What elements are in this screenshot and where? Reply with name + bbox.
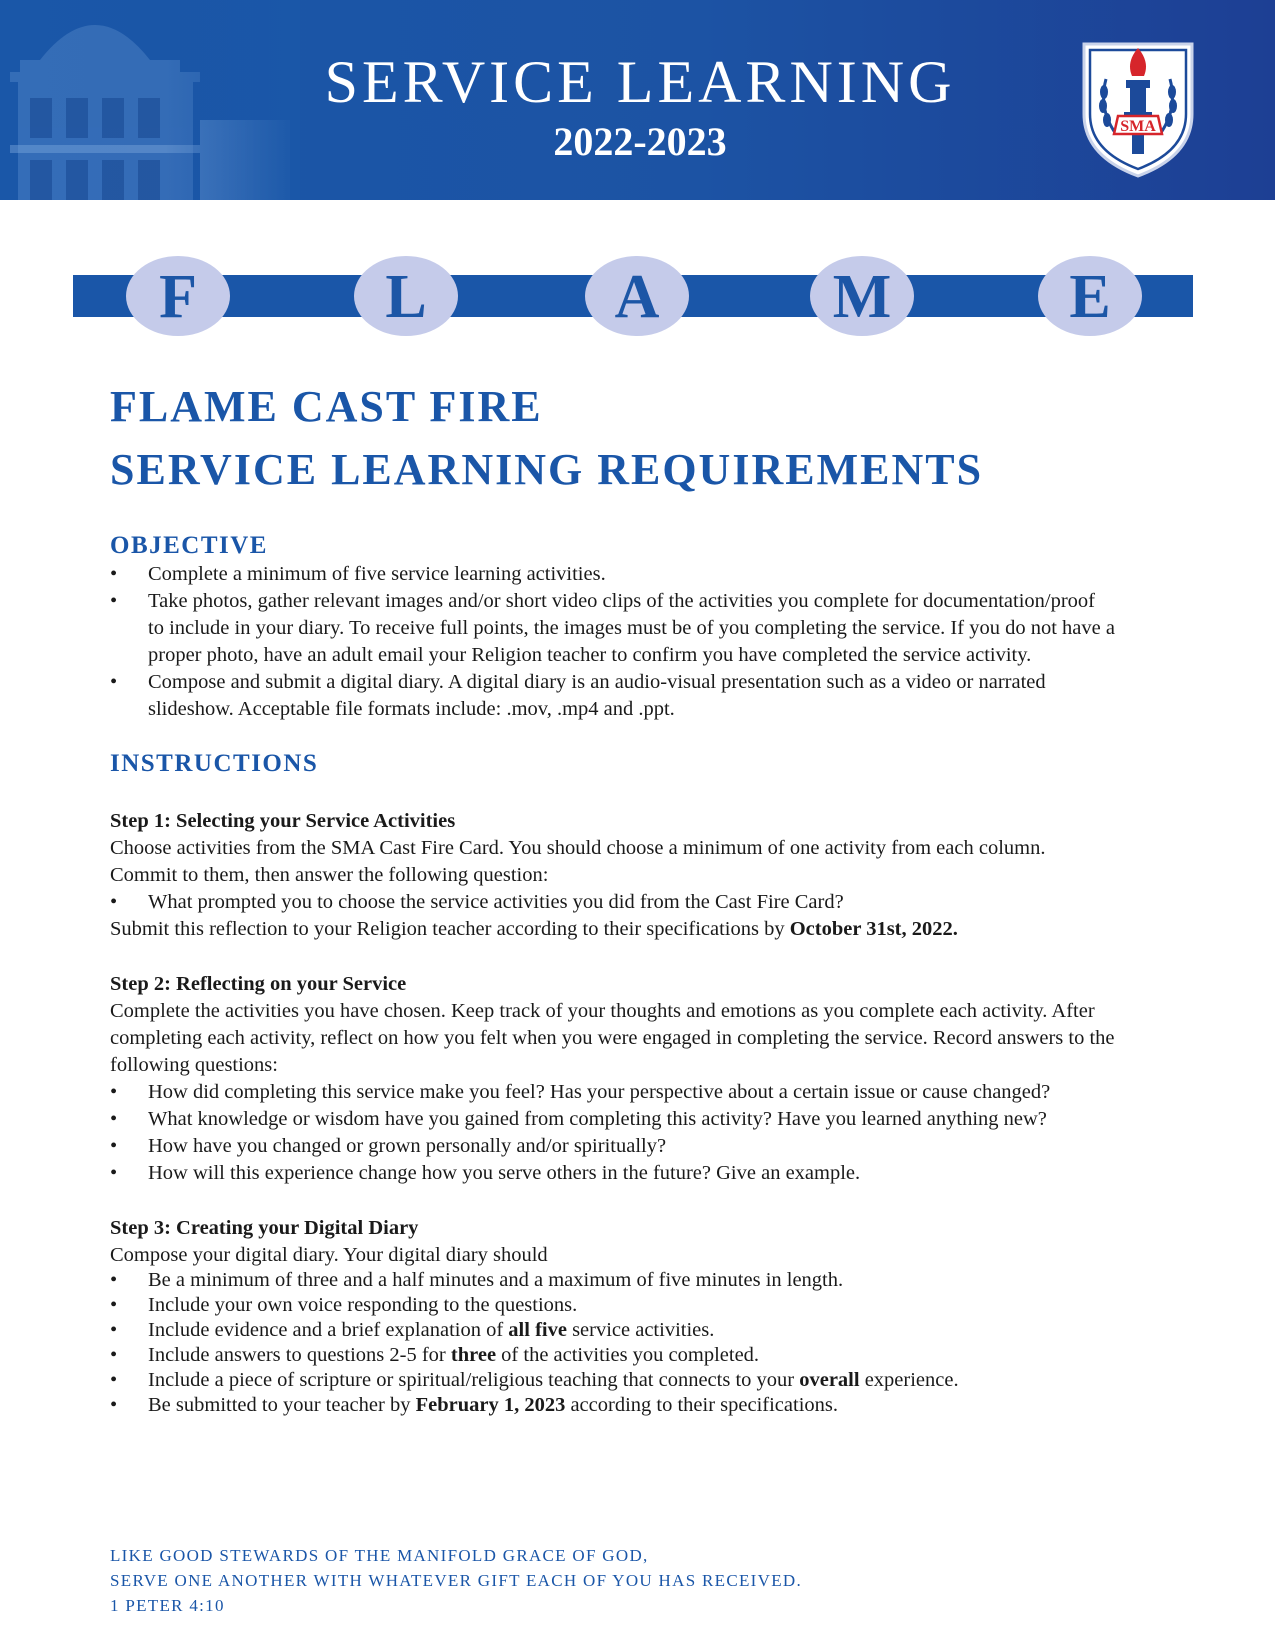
step-2-line-1: Complete the activities you have chosen. Keep track of your thoughts and emotions as you complete each activity. After	[110, 1000, 1095, 1022]
page-title-line-1: FLAME CAST FIRE	[110, 382, 543, 431]
step-3-bullet-4	[110, 1342, 1190, 1369]
sma-crest-logo	[1078, 34, 1198, 180]
step-2-bullet-4: • How will this experience change how you serve others in the future? Give an example.	[110, 1160, 1190, 1187]
step-3-line-1: Compose your digital diary. Your digital diary should	[110, 1244, 548, 1266]
objective-bullet-2-line-3: proper photo, have an adult email your Religion teacher to confirm you have completed the service activity.	[148, 644, 1032, 666]
flame-letter-m: M	[810, 256, 914, 336]
banner-title: SERVICE LEARNING	[324, 49, 956, 115]
instructions-heading: INSTRUCTIONS	[110, 750, 319, 777]
objective-bullet-2-line-1: • Take photos, gather relevant images and/or short video clips of the activities you complete for documentation/proof	[148, 590, 1095, 612]
step-2-bullet-2: • What knowledge or wisdom have you gained from completing this activity? Have you learned anything new?	[110, 1106, 1190, 1133]
step-3-bullet-6-text: Be submitted to your teacher by	[148, 1394, 416, 1416]
step-3-bullet-6-bold: February 1, 2023	[415, 1394, 566, 1416]
flame-letter-a: A	[585, 256, 689, 336]
step-3-bullet-3-end: service activities.	[566, 1319, 715, 1341]
step-3-bullet-3-text: Include evidence and a brief explanation of	[148, 1319, 509, 1341]
step-2-line-3: following questions:	[110, 1054, 278, 1076]
step-3-bullet-5-bold: overall	[799, 1369, 860, 1391]
step-3-bullet-2: • Include your own voice responding to the questions.	[110, 1292, 1190, 1319]
step-2-title: Step 2: Reflecting on your Service	[110, 973, 407, 995]
page-title-line-2: SERVICE LEARNING REQUIREMENTS	[110, 445, 984, 494]
building-dome-image	[0, 0, 300, 200]
flame-letter-l: L	[354, 256, 458, 336]
objective-bullet-3	[110, 669, 1190, 723]
objective-bullet-1: • Complete a minimum of five service learning activities.	[110, 561, 1190, 588]
step-3-bullet-5-end: experience.	[859, 1369, 959, 1391]
objective-heading: OBJECTIVE	[110, 532, 268, 559]
objective-bullet-2	[110, 588, 1190, 669]
scripture-reference: 1 PETER 4:10	[110, 1596, 225, 1615]
step-3-bullet-1: • Be a minimum of three and a half minutes and a maximum of five minutes in length.	[110, 1267, 1190, 1294]
step-3-bullet-6-end: according to their specifications.	[565, 1394, 838, 1416]
banner-year: 2022-2023	[553, 119, 727, 164]
step-2-bullet-1: • How did completing this service make you feel? Has your perspective about a certain issue or cause changed?	[110, 1079, 1190, 1106]
objective-bullet-3-line-2: slideshow. Acceptable file formats include: .mov, .mp4 and .ppt.	[148, 698, 675, 720]
step-2-line-2: completing each activity, reflect on how you felt when you were engaged in completing the service. Record answers to the	[110, 1027, 1115, 1049]
scripture-quote-line-2: SERVE ONE ANOTHER WITH WHATEVER GIFT EACH OF YOU HAS RECEIVED.	[110, 1571, 803, 1590]
step-3-bullet-5	[110, 1367, 1190, 1394]
objective-bullet-2-line-2: to include in your diary. To receive full points, the images must be of you completing the service. If you do not have a	[148, 617, 1115, 639]
step-3-bullet-5-text: Include a piece of scripture or spiritual/religious teaching that connects to your	[148, 1369, 800, 1391]
step-1-submit-text: Submit this reflection to your Religion teacher according to their specifications by	[110, 918, 790, 940]
step-2-bullet-3: • How have you changed or grown personally and/or spiritually?	[110, 1133, 1190, 1160]
scripture-quote-line-1: LIKE GOOD STEWARDS OF THE MANIFOLD GRACE OF GOD,	[110, 1546, 649, 1565]
header-banner	[0, 0, 1275, 200]
crest-text: SMA	[1120, 118, 1156, 135]
step-3-bullet-3	[110, 1317, 1190, 1344]
step-3-bullet-4-bold: three	[450, 1344, 497, 1366]
step-1-title: Step 1: Selecting your Service Activities	[110, 810, 456, 832]
step-3-bullet-4-text: Include answers to questions 2-5 for	[148, 1344, 451, 1366]
objective-bullet-3-line-1: • Compose and submit a digital diary. A digital diary is an audio-visual presentation such as a video or narrated	[148, 671, 1046, 693]
step-1-bullet-1: • What prompted you to choose the service activities you did from the Cast Fire Card?	[110, 889, 1190, 916]
step-3-bullet-4-end: of the activities you completed.	[496, 1344, 760, 1366]
step-1-submit	[110, 916, 1190, 943]
flame-letter-f: F	[126, 256, 230, 336]
step-1-deadline: October 31st, 2022.	[789, 918, 958, 940]
flame-letter-e: E	[1038, 256, 1142, 336]
step-1-line-2: Commit to them, then answer the following question:	[110, 864, 549, 886]
step-3-title: Step 3: Creating your Digital Diary	[110, 1217, 419, 1239]
step-3-bullet-6	[110, 1392, 1190, 1419]
step-1-line-1: Choose activities from the SMA Cast Fire Card. You should choose a minimum of one activity from each column.	[110, 837, 1046, 859]
step-3-bullet-3-bold: all five	[508, 1319, 567, 1341]
